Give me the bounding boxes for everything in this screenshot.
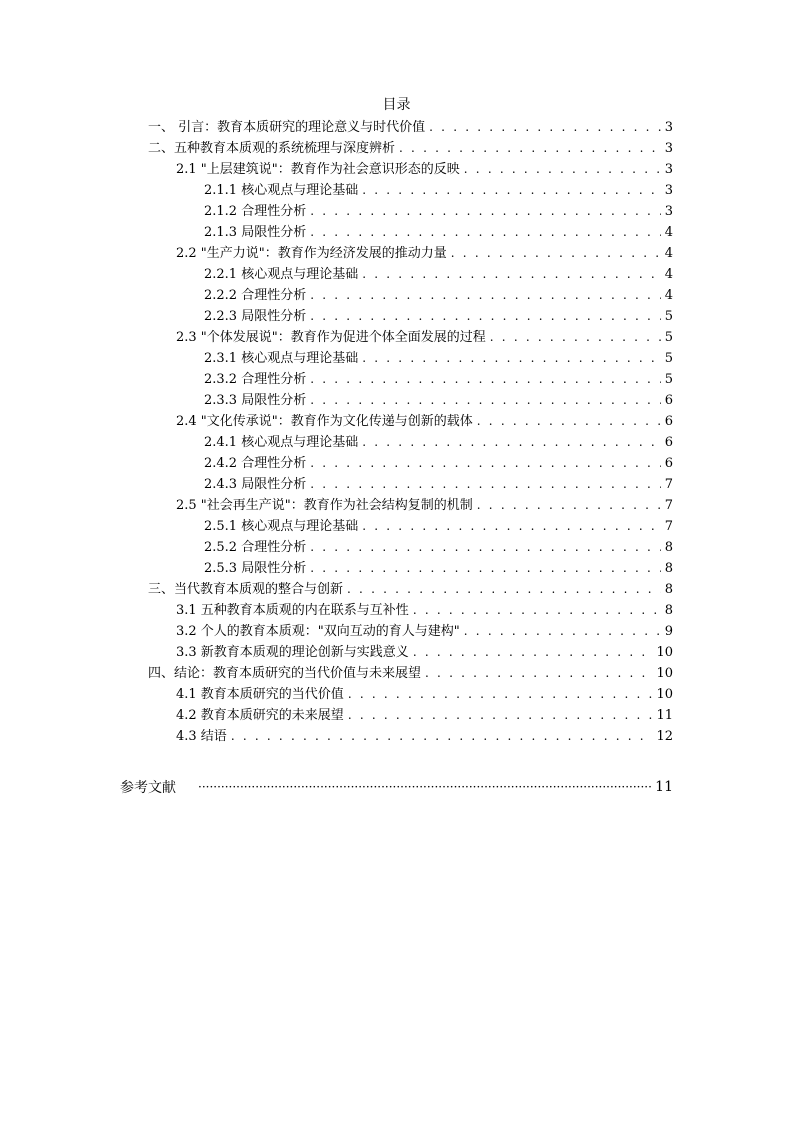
toc-entry[interactable] xyxy=(148,663,673,684)
toc-leader-dots xyxy=(362,264,661,285)
toc-entry[interactable] xyxy=(204,453,673,474)
toc-entry-page: 8 xyxy=(664,540,673,555)
toc-entry-label: 2.3.1 核心观点与理论基础 xyxy=(204,351,359,366)
toc-entry[interactable] xyxy=(204,222,673,243)
toc-entry[interactable] xyxy=(176,642,673,663)
toc-entry-label: 2.1.2 合理性分析 xyxy=(204,204,307,219)
toc-entry-page: 6 xyxy=(664,414,673,429)
toc-leader-dots xyxy=(348,684,653,705)
toc-entry[interactable] xyxy=(204,432,673,453)
toc-entry-label: 三、当代教育本质观的整合与创新 xyxy=(148,582,344,597)
toc-entry-label: 2.2.1 核心观点与理论基础 xyxy=(204,267,359,282)
toc-entry[interactable] xyxy=(204,390,673,411)
toc-leader-dots xyxy=(425,663,652,684)
toc-entry[interactable] xyxy=(148,579,673,600)
toc-entry-label: 4.2 教育本质研究的未来展望 xyxy=(176,708,344,723)
toc-entry-page: 5 xyxy=(664,309,673,324)
toc-leader-dots xyxy=(310,222,661,243)
toc-entry[interactable] xyxy=(204,348,673,369)
toc-leader-dots xyxy=(413,600,661,621)
toc-entry[interactable] xyxy=(204,306,673,327)
toc-entry-page: 8 xyxy=(664,582,673,597)
toc-entry-page: 10 xyxy=(656,666,673,681)
toc-entry[interactable] xyxy=(204,180,673,201)
toc-leader-dots xyxy=(310,474,661,495)
toc-entry[interactable] xyxy=(176,705,673,726)
toc-leader-dots xyxy=(399,138,661,159)
toc-leader-dots xyxy=(413,642,653,663)
toc-entry-page: 6 xyxy=(664,393,673,408)
toc-entry[interactable] xyxy=(204,558,673,579)
toc-entry[interactable] xyxy=(176,411,673,432)
toc-entry-label: 2.5.2 合理性分析 xyxy=(204,540,307,555)
toc-entry-label: 四、结论：教育本质研究的当代价值与未来展望 xyxy=(148,666,422,681)
toc-entry-page: 4 xyxy=(664,288,673,303)
toc-entry-page: 3 xyxy=(664,162,673,177)
toc-entry-page: 5 xyxy=(664,330,673,345)
toc-entry-page: 6 xyxy=(664,435,673,450)
toc-entry-label: 3.2 个人的教育本质观："双向互动的育人与建构" xyxy=(176,624,460,639)
toc-leader-dots xyxy=(198,780,653,794)
toc-entry[interactable] xyxy=(204,474,673,495)
toc-entry-label: 二、五种教育本质观的系统梳理与深度辨析 xyxy=(148,141,396,156)
toc-entry-page: 3 xyxy=(664,183,673,198)
toc-leader-dots xyxy=(310,369,661,390)
toc-entry-page: 6 xyxy=(664,456,673,471)
toc-entry[interactable] xyxy=(204,516,673,537)
toc-leader-dots xyxy=(310,453,661,474)
toc-entry[interactable] xyxy=(204,201,673,222)
toc-leader-dots xyxy=(451,243,661,264)
toc-entry[interactable] xyxy=(148,138,673,159)
toc-leader-dots xyxy=(477,411,661,432)
toc-leader-dots xyxy=(310,306,661,327)
references-label: 参考文献 xyxy=(120,780,176,796)
toc-leader-dots xyxy=(310,558,661,579)
toc-entry-label: 2.5 "社会再生产说"：教育作为社会结构复制的机制 xyxy=(176,498,473,513)
toc-entry-page: 7 xyxy=(664,498,673,513)
toc-entry-label: 2.4 "文化传承说"：教育作为文化传递与创新的载体 xyxy=(176,414,473,429)
toc-entry[interactable] xyxy=(176,684,673,705)
toc-entry-label: 4.1 教育本质研究的当代价值 xyxy=(176,687,344,702)
toc-entry-page: 4 xyxy=(664,225,673,240)
toc-entry-page: 9 xyxy=(664,624,673,639)
toc-entry-label: 2.1 "上层建筑说"：教育作为社会意识形态的反映 xyxy=(176,162,460,177)
toc-entry[interactable] xyxy=(176,159,673,180)
toc-entry-page: 5 xyxy=(664,351,673,366)
toc-entry[interactable] xyxy=(204,264,673,285)
toc-entry-label: 2.4.3 局限性分析 xyxy=(204,477,307,492)
toc-entry-label: 一、 引言：教育本质研究的理论意义与时代价值 xyxy=(148,120,426,135)
toc-leader-dots xyxy=(464,621,661,642)
toc-leader-dots xyxy=(310,537,661,558)
toc-leader-dots xyxy=(310,390,661,411)
toc-entry-label: 2.4.2 合理性分析 xyxy=(204,456,307,471)
toc-leader-dots xyxy=(362,348,661,369)
toc-entry-label: 2.4.1 核心观点与理论基础 xyxy=(204,435,359,450)
toc-entry-label: 2.5.1 核心观点与理论基础 xyxy=(204,519,359,534)
toc-entry-page: 10 xyxy=(656,645,673,660)
toc-entry[interactable] xyxy=(204,285,673,306)
toc-entry-page: 12 xyxy=(656,729,673,744)
toc-leader-dots xyxy=(362,516,661,537)
toc-leader-dots xyxy=(429,117,661,138)
toc-entry-label: 2.5.3 局限性分析 xyxy=(204,561,307,576)
references-page: 11 xyxy=(655,779,673,795)
toc-entry-page: 7 xyxy=(664,519,673,534)
toc-entry-page: 4 xyxy=(664,246,673,261)
toc-entry[interactable] xyxy=(148,117,673,138)
toc-entry[interactable] xyxy=(176,495,673,516)
toc-entry-page: 5 xyxy=(664,372,673,387)
toc-entry-label: 2.3 "个体发展说"：教育作为促进个体全面发展的过程 xyxy=(176,330,486,345)
toc-entry-label: 2.3.3 局限性分析 xyxy=(204,393,307,408)
toc-entry-page: 11 xyxy=(656,708,673,723)
toc-leader-dots xyxy=(310,285,661,306)
toc-entry-label: 2.3.2 合理性分析 xyxy=(204,372,307,387)
toc-entry-page: 3 xyxy=(664,204,673,219)
toc-entry-label: 2.1.3 局限性分析 xyxy=(204,225,307,240)
toc-entry-page: 8 xyxy=(664,561,673,576)
toc-entry-label: 2.2.2 合理性分析 xyxy=(204,288,307,303)
toc-leader-dots xyxy=(464,159,661,180)
toc-leader-dots xyxy=(348,705,653,726)
toc-entry-page: 10 xyxy=(656,687,673,702)
toc-entry-page: 3 xyxy=(664,141,673,156)
toc-entry-label: 3.1 五种教育本质观的内在联系与互补性 xyxy=(176,603,409,618)
toc-title: 目录 xyxy=(382,97,411,113)
toc-entry[interactable] xyxy=(176,327,673,348)
toc-entry-page: 3 xyxy=(664,120,673,135)
toc-entry-page: 8 xyxy=(664,603,673,618)
toc-entry[interactable] xyxy=(176,600,673,621)
toc-entry-page: 7 xyxy=(664,477,673,492)
toc-entry[interactable] xyxy=(204,369,673,390)
toc-entry-label: 3.3 新教育本质观的理论创新与实践意义 xyxy=(176,645,409,660)
toc-entry[interactable] xyxy=(204,537,673,558)
toc-entry-label: 2.2.3 局限性分析 xyxy=(204,309,307,324)
toc-leader-dots xyxy=(310,201,661,222)
toc-leader-dots xyxy=(362,180,661,201)
toc-entry-label: 2.1.1 核心观点与理论基础 xyxy=(204,183,359,198)
toc-entry-label: 4.3 结语 xyxy=(176,729,227,744)
toc-leader-dots xyxy=(362,432,661,453)
toc-entry-label: 2.2 "生产力说"：教育作为经济发展的推动力量 xyxy=(176,246,447,261)
toc-leader-dots xyxy=(490,327,661,348)
toc-entry-page: 4 xyxy=(664,267,673,282)
toc-leader-dots xyxy=(477,495,661,516)
toc-leader-dots xyxy=(347,579,661,600)
toc-entry[interactable] xyxy=(176,621,673,642)
toc-entry[interactable] xyxy=(176,726,673,747)
toc-leader-dots xyxy=(231,726,653,747)
toc-entry[interactable] xyxy=(176,243,673,264)
references-entry[interactable] xyxy=(120,776,673,798)
